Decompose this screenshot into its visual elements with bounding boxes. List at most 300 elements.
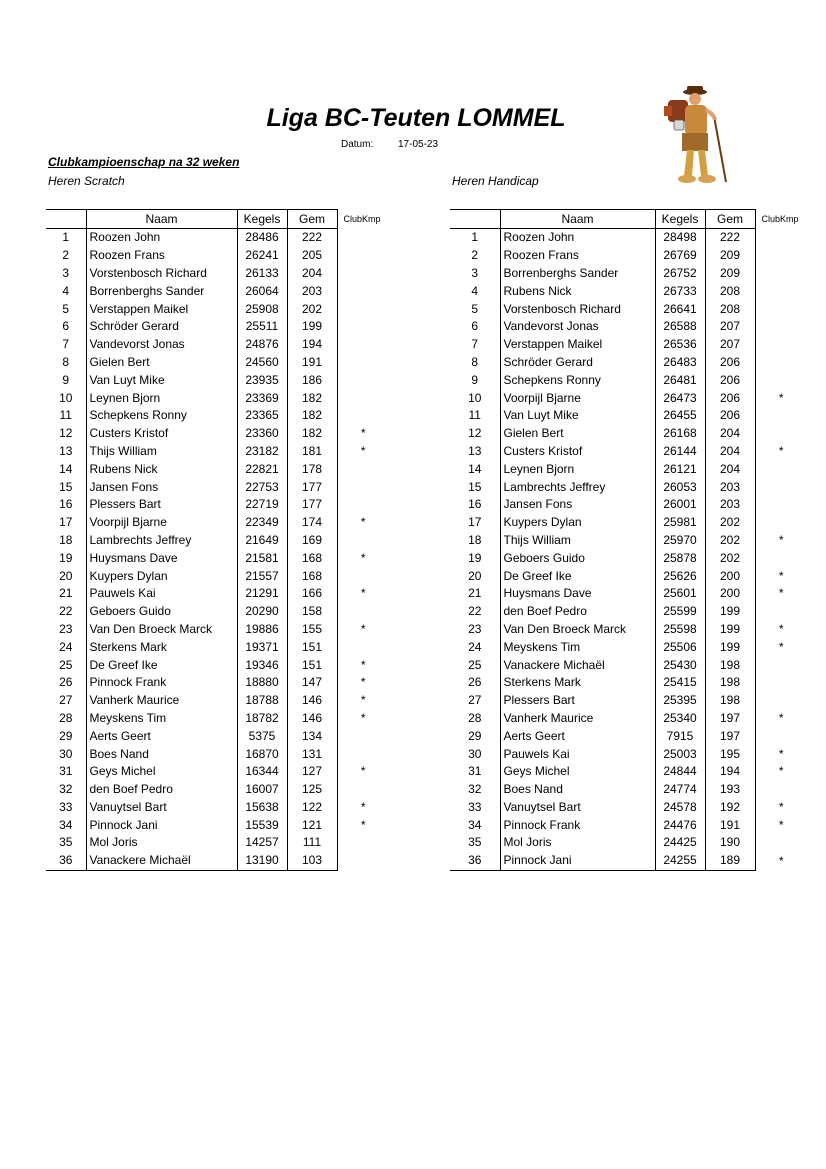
kegels-cell: 22719 [237, 496, 287, 514]
gem-cell: 206 [705, 371, 755, 389]
kegels-cell: 22821 [237, 460, 287, 478]
name-cell: Rubens Nick [86, 460, 237, 478]
gem-cell: 174 [287, 514, 337, 532]
gem-cell: 169 [287, 532, 337, 550]
col-header-clubkmp: ClubKmp [343, 213, 381, 224]
kegels-cell: 25506 [655, 638, 705, 656]
name-cell: Lambrechts Jeffrey [500, 478, 655, 496]
clubkmp-cell [337, 852, 389, 870]
clubkmp-cell [755, 460, 807, 478]
col-header-naam: Naam [500, 210, 655, 229]
table-row [46, 763, 389, 781]
table-row [450, 354, 807, 372]
kegels-cell: 26121 [655, 460, 705, 478]
kegels-cell: 24560 [237, 354, 287, 372]
gem-cell: 204 [705, 443, 755, 461]
handicap-section-title: Heren Handicap [452, 174, 539, 188]
kegels-cell: 19886 [237, 621, 287, 639]
clubkmp-cell [755, 603, 807, 621]
rank-cell: 4 [471, 283, 479, 298]
table-row [450, 638, 807, 656]
clubkmp-cell [755, 496, 807, 514]
col-header-naam: Naam [86, 210, 237, 229]
gem-cell: 200 [705, 567, 755, 585]
name-cell: Schröder Gerard [500, 354, 655, 372]
table-row [450, 710, 807, 728]
name-cell: Pinnock Frank [500, 816, 655, 834]
name-cell: Pinnock Jani [86, 816, 237, 834]
gem-cell: 222 [287, 229, 337, 247]
name-cell: Plessers Bart [500, 692, 655, 710]
gem-cell: 146 [287, 692, 337, 710]
rank-cell: 9 [62, 372, 70, 387]
clubkmp-cell: * [778, 621, 784, 636]
name-cell: Huysmans Dave [86, 549, 237, 567]
clubkmp-cell [337, 745, 389, 763]
name-cell: Sterkens Mark [500, 674, 655, 692]
table-row [46, 532, 389, 550]
kegels-cell: 26001 [655, 496, 705, 514]
clubkmp-cell: * [778, 390, 784, 405]
name-cell: Meyskens Tim [86, 710, 237, 728]
name-cell: den Boef Pedro [86, 781, 237, 799]
kegels-cell: 26536 [655, 336, 705, 354]
gem-cell: 202 [705, 549, 755, 567]
table-row [450, 603, 807, 621]
clubkmp-cell [755, 514, 807, 532]
gem-cell: 222 [705, 229, 755, 247]
col-header-kegels: Kegels [655, 210, 705, 229]
rank-cell: 9 [471, 372, 479, 387]
gem-cell: 190 [705, 834, 755, 852]
clubkmp-cell [337, 603, 389, 621]
rank-cell: 5 [471, 301, 479, 316]
name-cell: Rubens Nick [500, 282, 655, 300]
kegels-cell: 23360 [237, 425, 287, 443]
kegels-cell: 14257 [237, 834, 287, 852]
kegels-cell: 23369 [237, 389, 287, 407]
kegels-cell: 24876 [237, 336, 287, 354]
clubkmp-cell [755, 781, 807, 799]
table-row [46, 443, 389, 461]
rank-cell: 28 [468, 710, 482, 725]
clubkmp-cell [755, 300, 807, 318]
rank-cell: 36 [450, 852, 500, 870]
table-row [450, 300, 807, 318]
clubkmp-cell: * [360, 426, 366, 441]
kegels-cell: 26064 [237, 282, 287, 300]
clubkmp-cell [337, 496, 389, 514]
table-row [450, 318, 807, 336]
table-row [450, 852, 807, 870]
name-cell: Roozen Frans [86, 247, 237, 265]
kegels-cell: 21291 [237, 585, 287, 603]
clubkmp-cell [337, 265, 389, 283]
table-row [46, 496, 389, 514]
name-cell: Vandevorst Jonas [500, 318, 655, 336]
table-row [46, 621, 389, 639]
gem-cell: 125 [287, 781, 337, 799]
gem-cell: 189 [705, 852, 755, 870]
clubkmp-cell [755, 247, 807, 265]
name-cell: Gielen Bert [500, 425, 655, 443]
gem-cell: 151 [287, 638, 337, 656]
gem-cell: 202 [287, 300, 337, 318]
rank-cell: 2 [471, 248, 479, 263]
handicap-table [450, 209, 807, 871]
name-cell: Boes Nand [500, 781, 655, 799]
kegels-cell: 26144 [655, 443, 705, 461]
name-cell: Mol Joris [500, 834, 655, 852]
kegels-cell: 26168 [655, 425, 705, 443]
table-row [46, 336, 389, 354]
rank-cell: 20 [468, 568, 482, 583]
kegels-cell: 25599 [655, 603, 705, 621]
gem-cell: 194 [287, 336, 337, 354]
rank-cell: 3 [471, 265, 479, 280]
name-cell: Thijs William [500, 532, 655, 550]
gem-cell: 199 [287, 318, 337, 336]
kegels-cell: 22349 [237, 514, 287, 532]
table-row [46, 656, 389, 674]
clubkmp-cell [337, 834, 389, 852]
kegels-cell: 15539 [237, 816, 287, 834]
kegels-cell: 26133 [237, 265, 287, 283]
clubkmp-cell [755, 834, 807, 852]
rank-cell: 14 [468, 461, 482, 476]
table-row [450, 727, 807, 745]
gem-cell: 199 [705, 603, 755, 621]
clubkmp-cell: * [360, 710, 366, 725]
kegels-cell: 25395 [655, 692, 705, 710]
name-cell: Aerts Geert [500, 727, 655, 745]
clubkmp-cell [337, 282, 389, 300]
kegels-cell: 25511 [237, 318, 287, 336]
table-row [450, 763, 807, 781]
gem-cell: 200 [705, 585, 755, 603]
kegels-cell: 25878 [655, 549, 705, 567]
rank-cell: 30 [59, 746, 73, 761]
rank-cell: 25 [59, 657, 73, 672]
gem-cell: 103 [287, 852, 337, 870]
rank-cell: 23 [59, 621, 73, 636]
name-cell: Vanherk Maurice [86, 692, 237, 710]
rank-cell: 31 [468, 764, 482, 779]
table-row [450, 781, 807, 799]
rank-cell: 26 [468, 675, 482, 690]
name-cell: Mol Joris [86, 834, 237, 852]
clubkmp-cell [755, 265, 807, 283]
name-cell: Geys Michel [86, 763, 237, 781]
rank-cell: 11 [468, 408, 481, 423]
table-row [46, 727, 389, 745]
name-cell: Lambrechts Jeffrey [86, 532, 237, 550]
kegels-cell: 15638 [237, 799, 287, 817]
name-cell: Vorstenbosch Richard [500, 300, 655, 318]
rank-cell: 24 [59, 639, 73, 654]
rank-cell: 22 [468, 604, 482, 619]
gem-cell: 127 [287, 763, 337, 781]
name-cell: Plessers Bart [86, 496, 237, 514]
clubkmp-cell: * [778, 799, 784, 814]
gem-cell: 208 [705, 300, 755, 318]
page-title: Liga BC-Teuten LOMMEL [266, 104, 566, 132]
kegels-cell: 23935 [237, 371, 287, 389]
rank-cell: 19 [59, 550, 73, 565]
rank-cell: 30 [468, 746, 482, 761]
clubkmp-cell [755, 229, 807, 247]
table-row [46, 638, 389, 656]
kegels-cell: 26455 [655, 407, 705, 425]
table-row [450, 407, 807, 425]
clubkmp-cell [755, 407, 807, 425]
rank-cell: 35 [59, 835, 73, 850]
rank-cell: 8 [62, 354, 70, 369]
table-row [450, 549, 807, 567]
name-cell: Kuypers Dylan [86, 567, 237, 585]
gem-cell: 199 [705, 621, 755, 639]
rank-cell: 31 [59, 764, 73, 779]
gem-cell: 206 [705, 389, 755, 407]
table-row [450, 674, 807, 692]
kegels-cell: 19371 [237, 638, 287, 656]
table-row [450, 656, 807, 674]
name-cell: Schepkens Ronny [500, 371, 655, 389]
gem-cell: 192 [705, 799, 755, 817]
table-row [46, 282, 389, 300]
rank-cell: 34 [59, 817, 73, 832]
name-cell: Voorpijl Bjarne [500, 389, 655, 407]
table-row [46, 603, 389, 621]
gem-cell: 158 [287, 603, 337, 621]
rank-cell: 13 [59, 443, 73, 458]
rank-cell: 1 [471, 230, 479, 245]
gem-cell: 182 [287, 425, 337, 443]
clubkmp-cell: * [360, 657, 366, 672]
table-row [46, 745, 389, 763]
gem-cell: 193 [705, 781, 755, 799]
clubkmp-cell [337, 407, 389, 425]
kegels-cell: 24578 [655, 799, 705, 817]
rank-cell: 29 [468, 728, 482, 743]
name-cell: Van Den Broeck Marck [86, 621, 237, 639]
kegels-cell: 24774 [655, 781, 705, 799]
gem-cell: 146 [287, 710, 337, 728]
name-cell: Huysmans Dave [500, 585, 655, 603]
name-cell: De Greef Ike [500, 567, 655, 585]
col-header-gem: Gem [287, 210, 337, 229]
name-cell: Pauwels Kai [500, 745, 655, 763]
name-cell: Vanackere Michaël [500, 656, 655, 674]
table-row [46, 425, 389, 443]
kegels-cell: 25598 [655, 621, 705, 639]
rank-cell: 11 [59, 408, 72, 423]
rank-cell: 23 [468, 621, 482, 636]
gem-cell: 202 [705, 514, 755, 532]
kegels-cell: 19346 [237, 656, 287, 674]
clubkmp-cell: * [360, 586, 366, 601]
kegels-cell: 25908 [237, 300, 287, 318]
gem-cell: 198 [705, 656, 755, 674]
clubkmp-cell [755, 692, 807, 710]
name-cell: Pinnock Frank [86, 674, 237, 692]
clubkmp-cell [337, 567, 389, 585]
rank-cell: 17 [59, 515, 73, 530]
name-cell: Geboers Guido [500, 549, 655, 567]
name-cell: Jansen Fons [500, 496, 655, 514]
kegels-cell: 25981 [655, 514, 705, 532]
gem-cell: 177 [287, 496, 337, 514]
rank-cell: 15 [468, 479, 482, 494]
rank-cell: 20 [59, 568, 73, 583]
clubkmp-cell: * [778, 817, 784, 832]
gem-cell: 122 [287, 799, 337, 817]
table-row [46, 514, 389, 532]
table-row [46, 300, 389, 318]
name-cell: Van Luyt Mike [86, 371, 237, 389]
name-cell: Verstappen Maikel [86, 300, 237, 318]
name-cell: Vanherk Maurice [500, 710, 655, 728]
kegels-cell: 7915 [655, 727, 705, 745]
table-row [46, 389, 389, 407]
rank-cell: 6 [471, 319, 479, 334]
gem-cell: 168 [287, 567, 337, 585]
name-cell: Schröder Gerard [86, 318, 237, 336]
name-cell: Geys Michel [500, 763, 655, 781]
table-row [450, 389, 807, 407]
kegels-cell: 26733 [655, 282, 705, 300]
name-cell: Gielen Bert [86, 354, 237, 372]
col-header-rank [46, 210, 86, 229]
clubkmp-cell [755, 727, 807, 745]
kegels-cell: 5375 [237, 727, 287, 745]
table-row [46, 460, 389, 478]
gem-cell: 203 [705, 478, 755, 496]
rank-cell: 5 [62, 301, 70, 316]
clubkmp-cell: * [778, 746, 784, 761]
clubkmp-cell [755, 478, 807, 496]
kegels-cell: 21649 [237, 532, 287, 550]
table-row [450, 621, 807, 639]
name-cell: Vorstenbosch Richard [86, 265, 237, 283]
kegels-cell: 25626 [655, 567, 705, 585]
rank-cell: 26 [59, 675, 73, 690]
kegels-cell: 18788 [237, 692, 287, 710]
clubkmp-cell: * [778, 639, 784, 654]
kegels-cell: 24476 [655, 816, 705, 834]
gem-cell: 197 [705, 727, 755, 745]
kegels-cell: 20290 [237, 603, 287, 621]
rank-cell: 21 [59, 586, 73, 601]
kegels-cell: 18782 [237, 710, 287, 728]
table-row [46, 585, 389, 603]
rank-cell: 27 [59, 693, 73, 708]
table-row [450, 282, 807, 300]
scratch-section-title: Heren Scratch [48, 174, 125, 188]
gem-cell: 166 [287, 585, 337, 603]
table-row [46, 371, 389, 389]
rank-cell: 36 [46, 852, 86, 870]
table-row [450, 567, 807, 585]
gem-cell: 207 [705, 336, 755, 354]
rank-cell: 10 [468, 390, 482, 405]
rank-cell: 27 [468, 693, 482, 708]
gem-cell: 178 [287, 460, 337, 478]
gem-cell: 206 [705, 407, 755, 425]
name-cell: Roozen John [500, 229, 655, 247]
rank-cell: 3 [62, 265, 70, 280]
gem-cell: 198 [705, 692, 755, 710]
clubkmp-cell: * [778, 568, 784, 583]
name-cell: Aerts Geert [86, 727, 237, 745]
clubkmp-cell [337, 460, 389, 478]
clubkmp-cell [337, 478, 389, 496]
gem-cell: 204 [705, 425, 755, 443]
gem-cell: 195 [705, 745, 755, 763]
clubkmp-cell: * [360, 621, 366, 636]
rank-cell: 16 [59, 497, 73, 512]
kegels-cell: 21581 [237, 549, 287, 567]
kegels-cell: 26053 [655, 478, 705, 496]
name-cell: Verstappen Maikel [500, 336, 655, 354]
page-subtitle: Clubkampioenschap na 32 weken [48, 155, 240, 169]
gem-cell: 202 [705, 532, 755, 550]
gem-cell: 168 [287, 549, 337, 567]
table-row [450, 336, 807, 354]
kegels-cell: 26641 [655, 300, 705, 318]
kegels-cell: 28486 [237, 229, 287, 247]
rank-cell: 12 [59, 426, 73, 441]
table-row [46, 265, 389, 283]
table-row [450, 229, 807, 247]
clubkmp-cell: * [778, 586, 784, 601]
gem-cell: 209 [705, 265, 755, 283]
table-row [46, 549, 389, 567]
gem-cell: 204 [287, 265, 337, 283]
table-row [450, 692, 807, 710]
clubkmp-cell [337, 727, 389, 745]
gem-cell: 199 [705, 638, 755, 656]
name-cell: Schepkens Ronny [86, 407, 237, 425]
table-row [46, 692, 389, 710]
rank-cell: 8 [471, 354, 479, 369]
gem-cell: 182 [287, 389, 337, 407]
clubkmp-cell: * [360, 799, 366, 814]
table-row [46, 567, 389, 585]
name-cell: Leynen Bjorn [500, 460, 655, 478]
clubkmp-cell: * [360, 550, 366, 565]
name-cell: Thijs William [86, 443, 237, 461]
kegels-cell: 26241 [237, 247, 287, 265]
gem-cell: 191 [705, 816, 755, 834]
rank-cell: 33 [59, 799, 73, 814]
table-row [450, 247, 807, 265]
rank-cell: 14 [59, 461, 73, 476]
name-cell: den Boef Pedro [500, 603, 655, 621]
clubkmp-cell [337, 354, 389, 372]
table-row [46, 229, 389, 247]
rank-cell: 16 [468, 497, 482, 512]
table-row [46, 407, 389, 425]
gem-cell: 151 [287, 656, 337, 674]
gem-cell: 147 [287, 674, 337, 692]
table-row [450, 496, 807, 514]
rank-cell: 17 [468, 515, 482, 530]
kegels-cell: 28498 [655, 229, 705, 247]
rank-cell: 21 [468, 586, 482, 601]
table-row [450, 478, 807, 496]
kegels-cell: 13190 [237, 852, 287, 870]
